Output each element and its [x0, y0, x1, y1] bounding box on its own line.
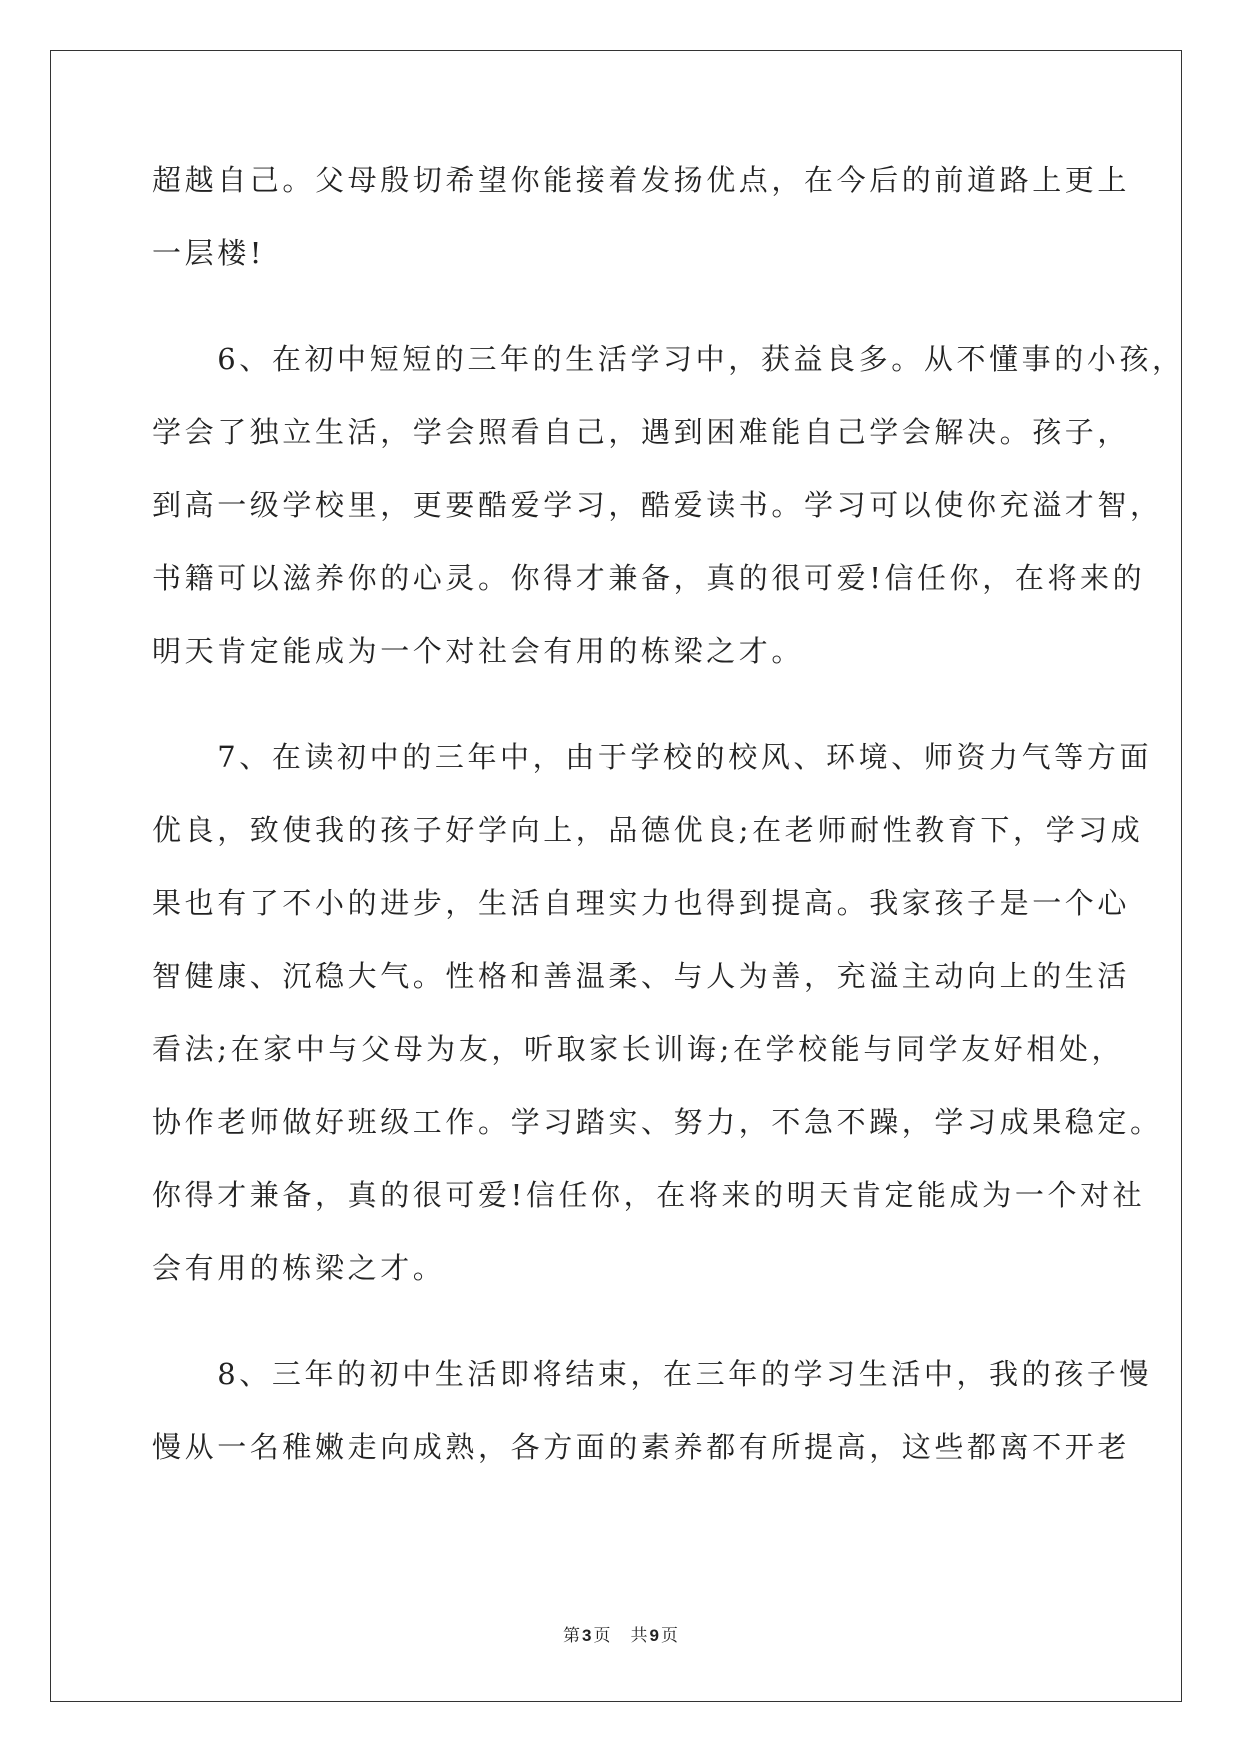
- current-page-number: 3: [582, 1626, 592, 1645]
- paragraph-gap: [152, 306, 1084, 339]
- total-page-number: 9: [649, 1626, 659, 1645]
- paragraph-gap: [152, 704, 1084, 737]
- page-footer: [0, 1621, 1241, 1646]
- text-line: 会有用的栋梁之才。: [152, 1251, 446, 1285]
- text-line: 明天肯定能成为一个对社会有用的栋梁之才。: [152, 634, 805, 668]
- text-line: 书籍可以滋养你的心灵。你得才兼备，真的很可爱!信任你，在将来的: [152, 561, 1146, 595]
- total-prefix: 共: [630, 1626, 648, 1646]
- text-line: 优良，致使我的孩子好学向上，品德优良;在老师耐性教育下，学习成: [152, 813, 1144, 847]
- total-suffix: 页: [660, 1626, 678, 1646]
- text-line: 到高一级学校里，更要酷爱学习，酷爱读书。学习可以使你充溢才智，: [152, 488, 1163, 522]
- text-line: 看法;在家中与父母为友，听取家长训诲;在学校能与同学友好相处，: [152, 1032, 1125, 1066]
- text-line: 7、在读初中的三年中，由于学校的校风、环境、师资力气等方面: [152, 740, 1153, 774]
- text-line: 协作老师做好班级工作。学习踏实、努力，不急不躁，学习成果稳定。: [152, 1105, 1163, 1139]
- page-suffix: 页: [593, 1626, 611, 1646]
- text-line: 学会了独立生活，学会照看自己，遇到困难能自己学会解决。孩子，: [152, 415, 1131, 449]
- text-line: 6、在初中短短的三年的生活学习中，获益良多。从不懂事的小孩，: [152, 342, 1185, 376]
- document-body: [152, 160, 1185, 1500]
- text-line: 智健康、沉稳大气。性格和善温柔、与人为善，充溢主动向上的生活: [152, 959, 1131, 993]
- paragraph-gap: [152, 1321, 1084, 1354]
- text-line: 果也有了不小的进步，生活自理实力也得到提高。我家孩子是一个心: [152, 886, 1131, 920]
- text-line: 你得才兼备，真的很可爱!信任你，在将来的明天肯定能成为一个对社: [152, 1178, 1146, 1212]
- text-line: 慢从一名稚嫩走向成熟，各方面的素养都有所提高，这些都离不开老: [152, 1430, 1131, 1464]
- text-line: 一层楼!: [152, 236, 266, 270]
- page-prefix: 第: [563, 1626, 581, 1646]
- text-line: 超越自己。父母殷切希望你能接着发扬优点，在今后的前道路上更上: [152, 163, 1131, 197]
- text-line: 8、三年的初中生活即将结束，在三年的学习生活中，我的孩子慢: [152, 1357, 1153, 1391]
